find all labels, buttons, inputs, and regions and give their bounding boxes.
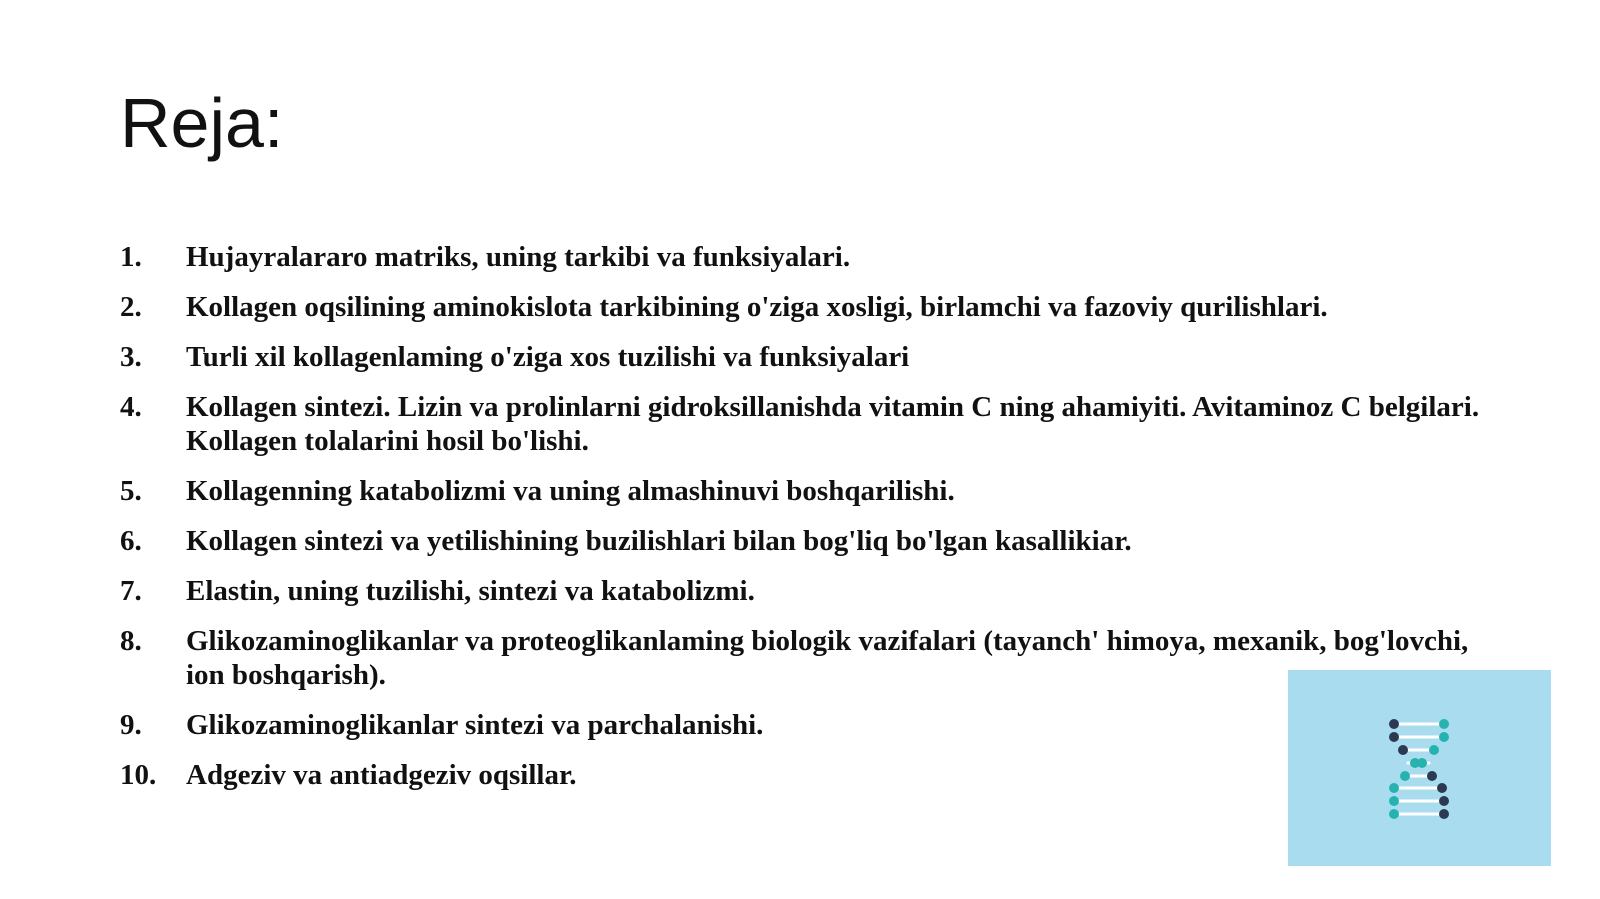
list-item [120,390,1480,458]
dna-illustration [1288,670,1551,866]
item-number: 2. [120,291,142,323]
item-number: 1. [120,241,142,273]
list-item [120,574,1480,608]
item-text: Glikozaminoglikanlar sintezi va parchalanishi. [186,709,764,741]
dna-dot [1439,719,1449,729]
list-item [120,290,1480,324]
item-text: Kollagen sintezi va yetilishining buzilishlari bilan bog'liq bo'lgan kasallikiar. [186,525,1132,557]
dna-dot [1437,783,1447,793]
item-text: Kollagen sintezi. Lizin va prolinlarni gidroksillanishda vitamin C ning ahamiyiti. Avitaminoz C belgilari. Kollagen tolalarini hosil bo'lishi. [186,391,1480,457]
dna-dot [1427,771,1437,781]
list-item [120,524,1480,558]
list-item [120,708,1480,742]
dna-dot [1429,745,1439,755]
list-item [120,340,1480,374]
item-text: Hujayralararo matriks, uning tarkibi va funksiyalari. [186,241,851,273]
dna-dot [1439,732,1449,742]
item-number: 10. [120,759,157,791]
dna-dot [1389,783,1399,793]
item-text: Elastin, uning tuzilishi, sintezi va katabolizmi. [186,575,755,607]
dna-dot [1439,809,1449,819]
item-number: 4. [120,391,142,423]
item-number: 7. [120,575,142,607]
list-item [120,240,1480,274]
dna-dot [1398,745,1408,755]
item-number: 3. [120,341,142,373]
dna-dot [1400,771,1410,781]
dna-dot [1389,796,1399,806]
list-item [120,624,1480,692]
list-item [120,758,1480,792]
list-item [120,474,1480,508]
item-number: 6. [120,525,142,557]
item-text: Kollagen oqsilining aminokislota tarkibining o'ziga xosligi, birlamchi va fazoviy qurilishlari. [186,291,1328,323]
item-text: Kollagenning katabolizmi va uning almashinuvi boshqarilishi. [186,475,955,507]
dna-dot [1389,809,1399,819]
dna-icon [1288,670,1551,866]
item-text: Adgeziv va antiadgeziv oqsillar. [186,759,577,791]
item-number: 9. [120,709,142,741]
item-text: Turli xil kollagenlaming o'ziga xos tuzilishi va funksiyalari [186,341,910,373]
item-text: Glikozaminoglikanlar va proteoglikanlaming biologik vazifalari (tayanch' himoya, mexanik, bog'lovchi, ion boshqarish). [186,625,1469,691]
slide-title: Reja: [120,84,284,162]
dna-dot [1417,758,1427,768]
dna-dot [1439,796,1449,806]
plan-list [120,240,1480,808]
dna-dot [1389,719,1399,729]
item-number: 8. [120,625,142,657]
dna-dot [1389,732,1399,742]
item-number: 5. [120,475,142,507]
